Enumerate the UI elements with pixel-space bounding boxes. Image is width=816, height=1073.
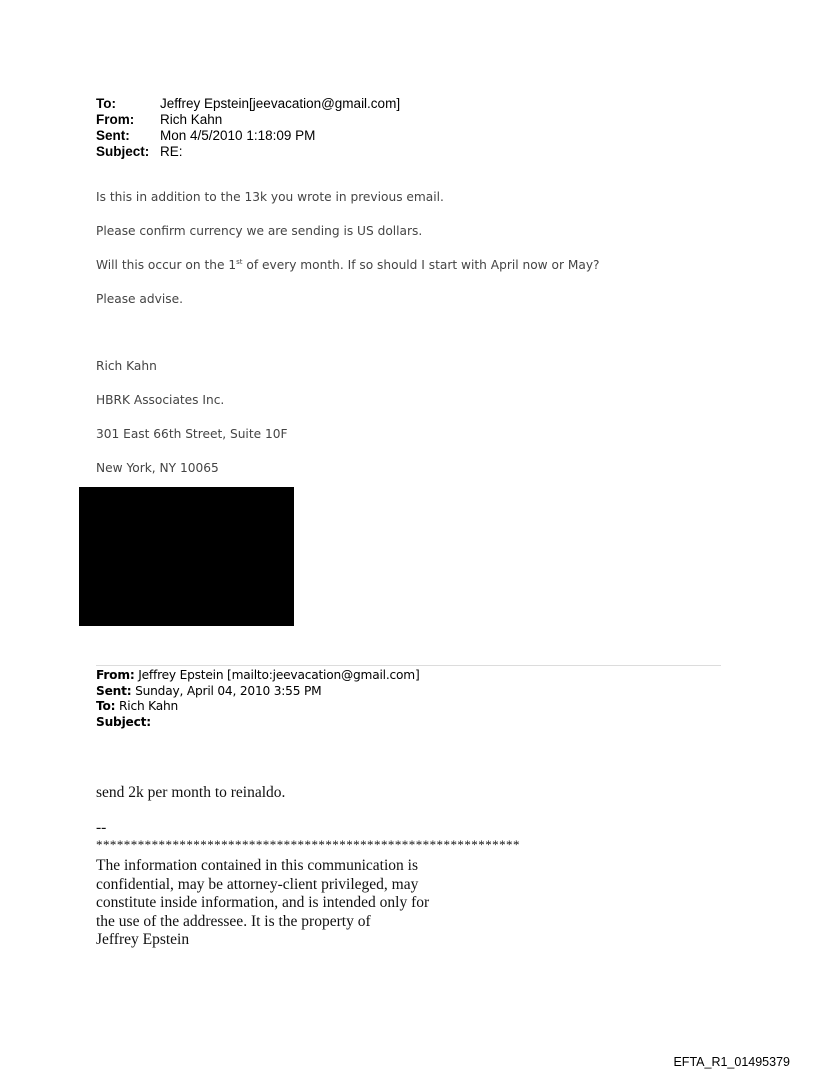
to-value: Jeffrey Epstein[jeevacation@gmail.com] xyxy=(160,96,401,111)
signature-name: Rich Kahn xyxy=(96,359,157,373)
separator-line xyxy=(96,665,721,666)
redaction-block xyxy=(79,487,294,626)
signature-dashes: -- xyxy=(96,819,107,836)
forwarded-from-row xyxy=(96,668,420,684)
reply-line-3-superscript: st xyxy=(236,258,243,266)
to-label: To: xyxy=(96,96,116,111)
sent-value: Mon 4/5/2010 1:18:09 PM xyxy=(160,128,316,143)
original-message: send 2k per month to reinaldo. xyxy=(96,784,286,801)
header-to-row xyxy=(96,96,400,112)
disclaimer xyxy=(96,857,429,950)
forwarded-subject-row xyxy=(96,715,420,731)
disclaimer-line-3: constitute inside information, and is intended only for xyxy=(96,894,430,912)
signature-address-2: New York, NY 10065 xyxy=(96,461,219,475)
forwarded-sent-label: Sent: xyxy=(96,683,132,698)
disclaimer-line-1: The information contained in this communication is xyxy=(96,857,418,874)
subject-value: RE: xyxy=(160,144,183,159)
forwarded-from-label: From: xyxy=(96,668,135,682)
forwarded-header xyxy=(96,668,420,730)
forwarded-subject-label: Subject: xyxy=(96,714,151,729)
sent-label: Sent: xyxy=(96,128,130,143)
document-id: EFTA_R1_01495379 xyxy=(673,1055,790,1069)
disclaimer-line-5: Jeffrey Epstein xyxy=(96,931,190,949)
forwarded-from-value: Jeffrey Epstein [mailto:jeevacation@gmail.com] xyxy=(134,668,420,682)
forwarded-to-label: To: xyxy=(96,699,116,713)
reply-line-4: Please advise. xyxy=(96,292,183,306)
reply-line-3-start: Will this occur on the 1 xyxy=(96,258,237,272)
header-subject-row xyxy=(96,144,400,160)
reply-line-3 xyxy=(96,258,600,272)
signature-company: HBRK Associates Inc. xyxy=(96,393,225,407)
reply-line-2: Please confirm currency we are sending is US dollars. xyxy=(96,224,423,238)
email-header xyxy=(96,96,400,160)
forwarded-to-value: Rich Kahn xyxy=(115,699,179,713)
from-value: Rich Kahn xyxy=(160,112,223,127)
header-sent-row xyxy=(96,128,400,144)
from-label: From: xyxy=(96,112,135,127)
signature-stars: ************************************************************* xyxy=(96,837,520,852)
disclaimer-line-4: the use of the addressee. It is the property of xyxy=(96,912,371,930)
forwarded-sent-value: Sunday, April 04, 2010 3:55 PM xyxy=(131,683,322,698)
disclaimer-line-2: confidential, may be attorney-client privileged, may xyxy=(96,875,419,893)
reply-line-1: Is this in addition to the 13k you wrote in previous email. xyxy=(96,190,444,204)
reply-line-3-end: of every month. If so should I start with April now or May? xyxy=(242,258,600,272)
forwarded-sent-row xyxy=(96,684,420,700)
signature-address-1: 301 East 66th Street, Suite 10F xyxy=(96,427,288,441)
subject-label: Subject: xyxy=(96,144,150,159)
forwarded-to-row xyxy=(96,699,420,715)
header-from-row xyxy=(96,112,400,128)
